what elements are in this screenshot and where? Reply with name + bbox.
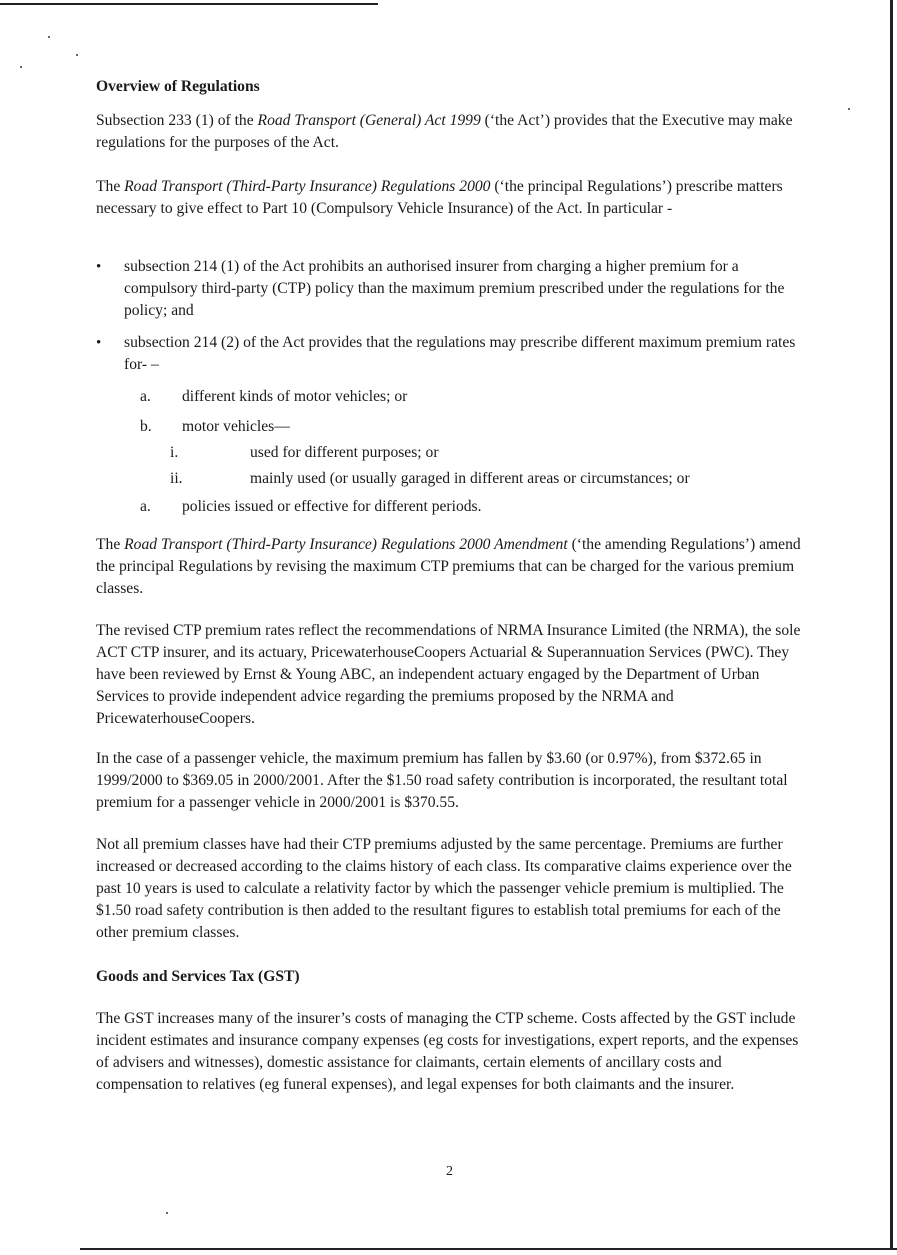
scan-border-bottom <box>80 1248 897 1250</box>
scan-speck <box>20 66 22 68</box>
sub-list-text: different kinds of motor vehicles; or <box>182 388 408 405</box>
scan-speck <box>848 108 850 110</box>
sub-list-label: b. <box>140 418 152 435</box>
sub-sub-list-text: used for different purposes; or <box>250 444 439 461</box>
sub-sub-list-label: i. <box>170 444 179 461</box>
paragraph-principal-regulations: The Road Transport (Third-Party Insurance) Regulations 2000 (‘the principal Regulations’) prescribe matters necessary to give effect to Part 10 (Compulsory Vehicle Insurance) of the Act. In particular - <box>96 178 783 217</box>
paragraph-passenger-vehicle-premium: In the case of a passenger vehicle, the maximum premium has fallen by $3.60 (or 0.97%), from $372.65 in 1999/2000 to $369.05 in 2000/2001. After the $1.50 road safety contribution is incorporated, the resultant total premium for a passenger vehicle in 2000/2001 is $370.55. <box>96 750 788 811</box>
scan-speck <box>76 54 78 56</box>
bullet-item <box>96 256 801 322</box>
sub-list-text: policies issued or effective for different periods. <box>182 498 482 515</box>
paragraph-premium-recommendations: The revised CTP premium rates reflect the recommendations of NRMA Insurance Limited (the NRMA), the sole ACT CTP insurer, and its actuary, PricewaterhouseCoopers Actuarial & Superannuation Services (PWC). They have been reviewed by Ernst & Young ABC, an independent actuary engaged by the Department of Urban Services to provide independent advice regarding the premiums proposed by the NRMA and PricewaterhouseCoopers. <box>96 622 801 727</box>
sub-list-label: a. <box>140 498 151 515</box>
scan-speck <box>166 1212 168 1214</box>
bullet-item <box>96 332 801 376</box>
scan-border-top <box>0 3 378 5</box>
paragraph-gst-costs: The GST increases many of the insurer’s costs of managing the CTP scheme. Costs affected by the GST include incident estimates and insurance company expenses (eg costs for investigations, expert reports, and the expenses of advisers and witnesses), domestic assistance for claimants, certain elements of ancillary costs and compensation to relatives (eg funeral expenses), and legal expenses for both claimants and the insurer. <box>96 1010 799 1093</box>
bullet-icon: • <box>96 335 102 351</box>
sub-sub-list-label: ii. <box>170 470 183 487</box>
bullet-text: subsection 214 (2) of the Act provides that the regulations may prescribe different maximum premium rates for- – <box>124 334 796 373</box>
bullet-text: subsection 214 (1) of the Act prohibits an authorised insurer from charging a higher premium for a compulsory third-party (CTP) policy than the maximum premium prescribed under the regulations for the policy; and <box>124 258 785 319</box>
scan-speck <box>48 36 50 38</box>
section-heading-gst: Goods and Services Tax (GST) <box>96 968 300 985</box>
paragraph-act-subsection: Subsection 233 (1) of the Road Transport (General) Act 1999 (‘the Act’) provides that the Executive may make regulations for the purposes of the Act. <box>96 112 793 151</box>
bullet-icon: • <box>96 259 102 275</box>
paragraph-amending-regulations: The Road Transport (Third-Party Insurance) Regulations 2000 Amendment (‘the amending Regulations’) amend the principal Regulations by revising the maximum CTP premiums that can be charged for the various premium classes. <box>96 536 801 597</box>
sub-list-text: motor vehicles— <box>182 418 290 435</box>
sub-list-label: a. <box>140 388 151 405</box>
section-heading-overview: Overview of Regulations <box>96 78 260 95</box>
paragraph-premium-classes: Not all premium classes have had their CTP premiums adjusted by the same percentage. Premiums are further increased or decreased according to the claims history of each class. Its comparative claims experience over the past 10 years is used to calculate a relativity factor by which the passenger vehicle premium is multiplied. The $1.50 road safety contribution is then added to the resultant figures to establish total premiums for each of the other premium classes. <box>96 836 792 941</box>
sub-sub-list-text: mainly used (or usually garaged in different areas or circumstances; or <box>250 470 690 487</box>
scan-border-right <box>890 0 893 1250</box>
page-number: 2 <box>446 1164 453 1179</box>
